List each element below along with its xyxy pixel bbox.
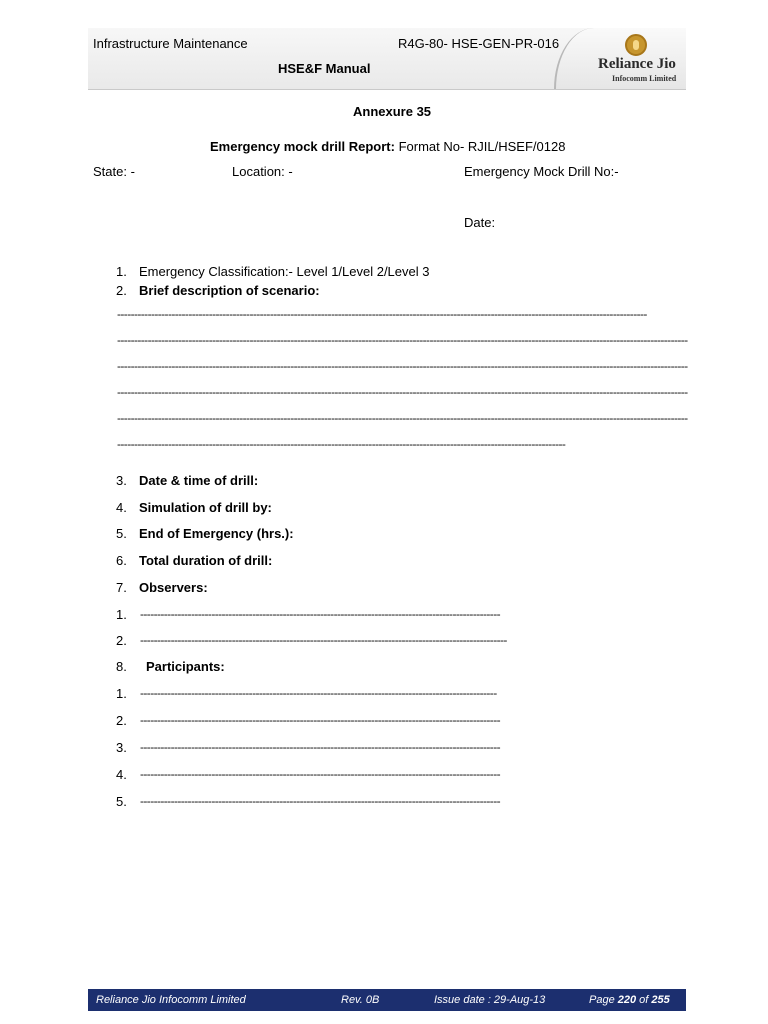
- footer-revision: Rev. 0B: [341, 994, 380, 1006]
- description-line: ------------------------------------------------------------------------------------------------------------------------------------------------------------: [117, 307, 647, 321]
- observer-number: 1.: [116, 607, 127, 622]
- page-footer: [88, 989, 686, 1011]
- participant-number: 3.: [116, 740, 127, 755]
- item-number: 8.: [116, 659, 127, 674]
- item-brief-description: Brief description of scenario:: [139, 283, 320, 298]
- state-field: State: -: [93, 164, 135, 179]
- participant-number: 5.: [116, 794, 127, 809]
- participant-number: 2.: [116, 713, 127, 728]
- reliance-logo-icon: [625, 34, 647, 56]
- description-line: ------------------------------------------------------------------------------------------------------------------------------------------------------------------------: [117, 359, 688, 373]
- item-number: 4.: [116, 500, 127, 515]
- item-emergency-classification: Emergency Classification:- Level 1/Level 2/Level 3: [139, 264, 430, 279]
- annexure-title: Annexure 35: [353, 104, 432, 119]
- header-manual-title: HSE&F Manual: [278, 61, 371, 76]
- item-number: 3.: [116, 473, 127, 488]
- item-number: 5.: [116, 526, 127, 541]
- logo-name: Reliance Jio: [598, 56, 676, 72]
- footer-issue-date: Issue date : 29-Aug-13: [434, 994, 546, 1006]
- item-number: 7.: [116, 580, 127, 595]
- item-observers: Observers:: [139, 580, 208, 595]
- observer-number: 2.: [116, 633, 127, 648]
- drill-no-field: Emergency Mock Drill No:-: [464, 164, 619, 179]
- logo-subtitle: Infocomm Limited: [612, 74, 677, 83]
- participant-line: ----------------------------------------------------------------------------------------------------------: [140, 794, 500, 808]
- participant-line: ---------------------------------------------------------------------------------------------------------: [140, 686, 497, 700]
- observer-line: ----------------------------------------------------------------------------------------------------------: [140, 607, 500, 621]
- footer-page-current: 220: [617, 994, 637, 1006]
- description-line: ------------------------------------------------------------------------------------------------------------------------------------------------------------------------: [117, 411, 688, 425]
- footer-page-mid: of: [636, 994, 652, 1006]
- description-line: ------------------------------------------------------------------------------------------------------------------------------------------------------------------------: [117, 385, 688, 399]
- item-number: 1.: [116, 264, 127, 279]
- item-date-time: Date & time of drill:: [139, 473, 259, 488]
- item-end-of-emergency: End of Emergency (hrs.):: [139, 526, 294, 541]
- header-left-title: Infrastructure Maintenance: [93, 36, 248, 51]
- footer-page-prefix: Page: [589, 994, 618, 1006]
- footer-page-total: 255: [651, 994, 670, 1006]
- participant-line: ----------------------------------------------------------------------------------------------------------: [140, 713, 500, 727]
- participant-number: 4.: [116, 767, 127, 782]
- location-field: Location: -: [232, 164, 293, 179]
- participant-line: ----------------------------------------------------------------------------------------------------------: [140, 767, 500, 781]
- report-title-format: Format No- RJIL/HSEF/0128: [394, 139, 566, 154]
- description-line: ------------------------------------------------------------------------------------------------------------------------------------------------------------------------: [117, 333, 688, 347]
- footer-company: Reliance Jio Infocomm Limited: [96, 994, 246, 1006]
- footer-page-number: [589, 994, 670, 1006]
- report-title-bold: Emergency mock drill Report:: [210, 139, 395, 154]
- date-field: Date:: [464, 215, 496, 230]
- item-number: 6.: [116, 553, 127, 568]
- participant-number: 1.: [116, 686, 127, 701]
- observer-line: ------------------------------------------------------------------------------------------------------------: [140, 633, 507, 647]
- description-line: ------------------------------------------------------------------------------------------------------------------------------------: [117, 437, 566, 451]
- header-doc-code: R4G-80- HSE-GEN-PR-016: [398, 36, 560, 51]
- item-participants: Participants:: [146, 659, 225, 674]
- participant-line: ----------------------------------------------------------------------------------------------------------: [140, 740, 500, 754]
- item-simulation: Simulation of drill by:: [139, 500, 272, 515]
- item-number: 2.: [116, 283, 127, 298]
- report-title: [210, 139, 565, 154]
- item-total-duration: Total duration of drill:: [139, 553, 273, 568]
